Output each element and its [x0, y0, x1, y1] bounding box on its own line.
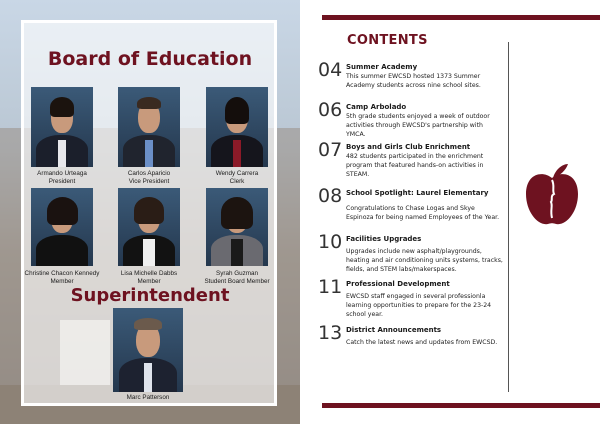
toc-item-title: District Announcements	[346, 326, 442, 334]
superintendent-name: Marc Patterson	[126, 394, 170, 401]
member-photo	[206, 87, 268, 167]
member-caption	[182, 270, 292, 286]
toc-item-title: Summer Academy	[346, 63, 418, 71]
toc-item-title: Boys and Girls Club Enrichment	[346, 143, 471, 151]
toc-page-number: 08	[318, 185, 343, 207]
toc-item-title: School Spotlight: Laurel Elementary	[346, 189, 489, 197]
superintendent-caption	[93, 394, 203, 402]
member-photo	[118, 188, 180, 266]
member-name: Christine Chacon Kennedy	[24, 270, 100, 277]
toc-page-number: 11	[318, 276, 343, 298]
toc-page-number: 06	[318, 99, 343, 121]
toc-item-title: Camp Arbolado	[346, 103, 407, 111]
toc-item-description: Upgrades include new asphalt/playgrounds, heating and air conditioning units systems, tracks, fields, and STEM labs/makerspaces.	[346, 248, 503, 273]
member-name: Lisa Michelle Dabbs	[120, 270, 178, 277]
toc-item-title: Facilities Upgrades	[346, 235, 422, 243]
member-photo	[31, 188, 93, 266]
toc-item-description: 5th grade students enjoyed a week of outdoor activities through EWCSD's partnership with YMCA.	[346, 113, 490, 138]
bottom-accent-bar	[322, 403, 600, 408]
member-name: Armando Urteaga	[37, 170, 87, 177]
toc-item-description: This summer EWCSD hosted 1373 Summer Academy students across nine school sites.	[346, 73, 481, 89]
divider-line	[508, 42, 509, 392]
toc-item-description: EWCSD staff engaged in several professionla learning opportunities to prepare for the 23-24 school year.	[346, 293, 492, 318]
toc-page-number: 07	[318, 139, 343, 161]
superintendent-photo	[113, 308, 183, 392]
member-name: Wendy Carrera	[215, 170, 259, 177]
apple-logo-icon	[522, 160, 582, 230]
member-photo	[31, 87, 93, 167]
superintendent-title: Superintendent	[70, 285, 230, 306]
member-role: Member	[50, 278, 74, 285]
member-photo	[118, 87, 180, 167]
toc-item-description: Catch the latest news and updates from EWCSD.	[346, 339, 498, 346]
member-role: Vice President	[128, 178, 170, 185]
member-role: Student Board Member	[204, 278, 270, 285]
toc-page-number: 04	[318, 59, 343, 81]
top-accent-bar	[322, 15, 600, 20]
member-role: Member	[137, 278, 161, 285]
toc-item-title: Professional Development	[346, 280, 450, 288]
member-name: Carlos Aparicio	[127, 170, 171, 177]
board-title: Board of Education	[47, 48, 253, 70]
toc-item-description: 482 students participated in the enrichment program that featured hands-on activities in STEAM.	[346, 153, 484, 178]
toc-page-number: 10	[318, 231, 343, 253]
toc-item-description: Congratulations to Chase Logas and Skye Espinoza for being named Employees of the Year.	[346, 205, 500, 221]
contents-title: CONTENTS	[347, 33, 428, 48]
member-caption	[182, 170, 292, 186]
toc-page-number: 13	[318, 322, 343, 344]
member-role: President	[48, 178, 76, 185]
member-role: Clerk	[229, 178, 245, 185]
member-name: Syrah Guzman	[216, 270, 258, 277]
member-photo	[206, 188, 268, 266]
